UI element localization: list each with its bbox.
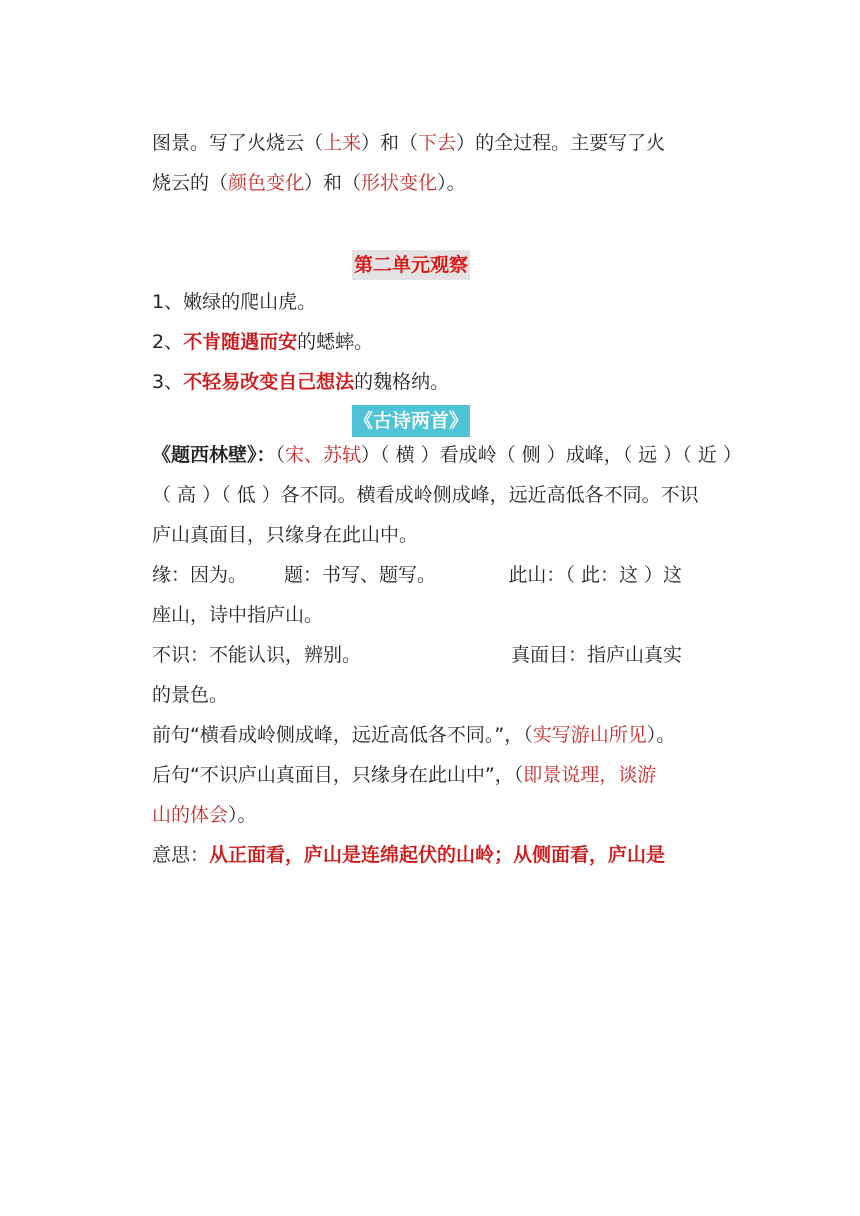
- text: 图景。写了火烧云（: [152, 132, 324, 154]
- meaning-text: 从正面看，庐山是连绵起伏的山岭；从侧面看，庐山是: [209, 844, 666, 866]
- answer-shanglai: 上来: [323, 132, 362, 154]
- item-number: 2、: [152, 331, 184, 353]
- note-line-1: [152, 563, 682, 587]
- list-item-1: 1、嫩绿的爬山虎。: [152, 291, 317, 313]
- poem-line-3: 庐山真面目，只缘身在此山中。: [152, 524, 419, 546]
- note-line-2: 座山，诗中指庐山。: [152, 604, 324, 626]
- text: 的魏格纳。: [354, 371, 450, 393]
- meaning-label: 意思：: [152, 844, 210, 866]
- note-line-3: [152, 643, 682, 667]
- analysis-line-3: [152, 803, 682, 827]
- answer-xiaqu: 下去: [418, 132, 457, 154]
- text: ）和（: [304, 172, 362, 194]
- answer: 山的体会: [152, 804, 229, 826]
- text: ）和（: [361, 132, 419, 154]
- list-item-3: [152, 370, 682, 394]
- unit-heading: 第二单元观察: [352, 250, 470, 280]
- answer: 即景说理，谈游: [523, 764, 657, 786]
- text: ）。: [228, 804, 257, 826]
- poem-title: 《题西林壁》：: [152, 444, 276, 466]
- note-zhenmianmu: 真面目：指庐山真实: [510, 644, 682, 666]
- answer-shape-change: 形状变化: [361, 172, 438, 194]
- list-item-2: [152, 330, 682, 354]
- poem-line-1: [152, 443, 742, 467]
- text: ）（ 横 ）看成岭（ 侧 ）成峰，（ 远 ）（ 近 ）: [361, 444, 742, 466]
- text: 前句“横看成岭侧成峰，远近高低各不同。”，（: [152, 724, 533, 746]
- text: 后句“不识庐山真面目，只缘身在此山中”，（: [152, 764, 524, 786]
- item-number: 3、: [152, 371, 184, 393]
- text: 的蟋蟀。: [297, 331, 374, 353]
- note-cishan: 此山：（ 此：这 ）这: [508, 564, 682, 586]
- answer-color-change: 颜色变化: [228, 172, 305, 194]
- text: （: [275, 444, 286, 466]
- analysis-line-2: [152, 763, 682, 787]
- meaning-line: [152, 843, 682, 867]
- poem-section-heading: 《古诗两首》: [352, 405, 470, 437]
- text: 烧云的（: [152, 172, 229, 194]
- note-ti: 题：书写、题写。: [284, 564, 437, 586]
- poem-line-2: （ 高 ）（ 低 ）各不同。横看成岭侧成峰，远近高低各不同。不识: [152, 484, 699, 506]
- note-yuan: 缘：因为。: [152, 564, 248, 586]
- poem-author: 宋、苏轼: [285, 444, 362, 466]
- text: ）的全过程。主要写了火: [456, 132, 666, 154]
- answer: 实写游山所见: [532, 724, 647, 746]
- note-bushi: 不识：不能认识，辨别。: [152, 644, 362, 666]
- emphasis: 不肯随遇而安: [183, 331, 298, 353]
- analysis-line-1: [152, 723, 682, 747]
- paragraph-line-2: [152, 171, 682, 195]
- text: ）。: [437, 172, 466, 194]
- text: ）。: [646, 724, 676, 746]
- emphasis: 不轻易改变自己想法: [183, 371, 355, 393]
- note-line-4: 的景色。: [152, 684, 229, 706]
- paragraph-line-1: [152, 131, 682, 155]
